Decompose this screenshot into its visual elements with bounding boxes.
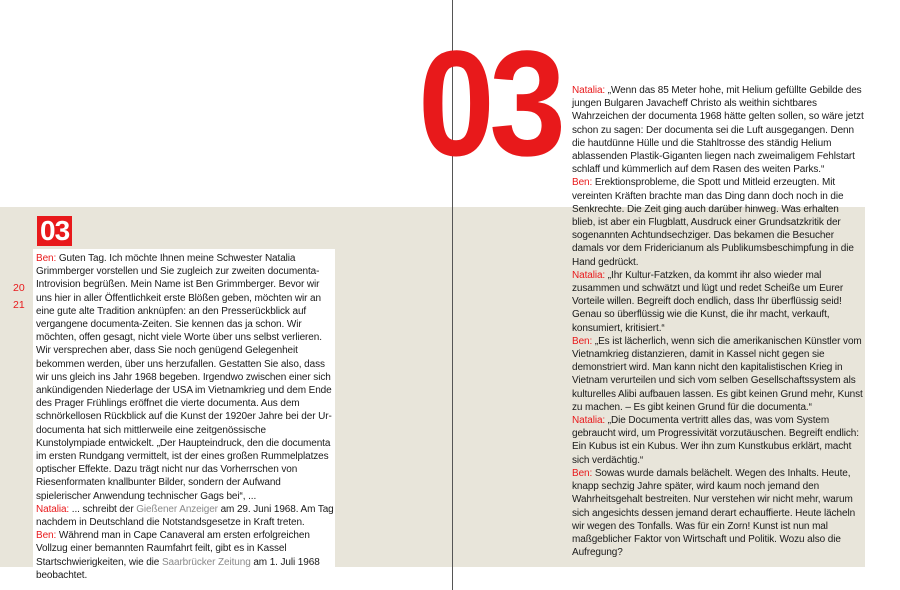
speaker-label: Ben:: [572, 177, 593, 189]
paragraph: [572, 84, 864, 176]
paragraph: [572, 467, 864, 559]
speaker-label: Natalia:: [36, 503, 70, 515]
paragraph-text: ... schreibt der: [69, 503, 137, 515]
paragraph-text: „Die Documenta vertritt alles das, was vom System gebraucht wird, um Progressivität vorzutäuschen. Begreift endlich: Ein Kubus ist ein Kubus. Wer ihn zum Kunstkubus erklärt, macht sich verdächtig.“: [572, 415, 859, 466]
speaker-label: Natalia:: [572, 415, 606, 427]
paragraph-text: „Wenn das 85 Meter hohe, mit Helium gefüllte Gebilde des jungen Bulgaren Javacheff Christo als weithin sichtbares Wahrzeichen der documenta 1968 hätte gelten sollen, so wäre jetzt schon zu sagen: Der documenta sei die Luft ausgegangen. Denn die hautdünne Hülle und die Stahltrosse des ständig Helium ablassenden Plastik-Giganten liegen nach zweimaligem Fehlstart schlaff und kümmerlich auf dem Rasen des weiten Parks.“: [572, 85, 864, 176]
right-text-column: [572, 84, 864, 559]
speaker-label: Natalia:: [572, 85, 606, 96]
paragraph: [36, 529, 334, 582]
paragraph-text: am 29. Juni 1968. Am Tag nachdem in Deutschland die Notstandsgesetze in Kraft treten.: [36, 503, 334, 529]
page-number-left: 20: [13, 282, 25, 294]
paragraph-text: Während man in Cape Canaveral am ersten erfolgreichen Vollzug einer bemannten Raumfahrt feilt, gibt es in Kassel Startschwierigkeiten, wie die: [36, 530, 310, 568]
section-number-badge: 03: [37, 216, 72, 246]
section-number-large: 03: [418, 19, 561, 187]
paragraph-text: Sowas wurde damals belächelt. Wegen des Inhalts. Heute, knapp sechzig Jahre später, wird kaum noch jemand den Wahrheitsgehalt bestreiten. Nur verstehen wir nicht mehr, warum sich angesichts dessen jemand derart echauffierte. Heute lächeln wir wegen des Tonfalls. Was für ein Zorn! Kunst ist nun mal maßgeblicher Faktor von Wirtschaft und Politik. Wozu also die Aufregung?: [572, 467, 856, 559]
page-numbers: [13, 280, 33, 313]
paragraph: [36, 252, 334, 503]
speaker-label: Ben:: [572, 335, 593, 347]
paragraph-text: „Ihr Kultur-Fatzken, da kommt ihr also wieder mal zusammen und schwätzt und lügt und redet Scheiße um Eurer Vorteile willen. Begreift doch endlich, dass Ihr überflüssig seid! Genau so überflüssig wie die Kunst, die ihr macht, verkauft, konsumiert, kritisiert.“: [572, 269, 844, 334]
paragraph-text: „Es ist lächerlich, wenn sich die amerikanischen Künstler vom Vietnamkrieg distanzieren, damit in Kassel nicht gegen sie demonstriert wird. Man kann nicht den kapitalistischen Krieg in Vietnam verurteilen und sich vom selben Gesellschaftssystem als kulturelles Alibi aufbauen lassen. Es gibt keinen Grund mehr, Kunst zu machen. – Es gibt keinen Grund für die documenta.“: [572, 335, 863, 413]
paragraph-text: am 1. Juli 1968 beobachtet.: [36, 556, 320, 581]
speaker-label: Ben:: [36, 530, 57, 542]
speaker-label: Ben:: [36, 253, 57, 264]
left-text-column: [36, 252, 334, 582]
paragraph: [572, 269, 864, 335]
page-number-right: 21: [13, 298, 25, 311]
speaker-label: Ben:: [572, 467, 593, 479]
paragraph: [572, 176, 864, 268]
paragraph: [572, 335, 864, 414]
paragraph-text: Erektionsprobleme, die Spott und Mitleid erzeugten. Mit vereinten Kräften brachte man das Ding dann doch noch in die Senkrechte. Die Zeit ging auch darüber hinweg. Was erhalten blieb, ist aber ein Flugblatt, Ausdruck einer Grundsatzkritik der sogenannten Achtundsechziger. Das bekamen die Besucher damals vor dem Fridericianum als Publikumsbeschimpfung in die Hand gedrückt.: [572, 177, 854, 268]
speaker-label: Natalia:: [572, 269, 606, 281]
source-name: Saarbrücker Zeitung: [161, 556, 251, 568]
source-name: Gießener Anzeiger: [136, 503, 218, 515]
paragraph-text: Guten Tag. Ich möchte Ihnen meine Schwester Natalia Grimmberger vorstellen und Sie zugleich zur zweiten documenta-Introvision begrüßen. Mein Name ist Ben Grimmberger. Bevor wir uns hier in aller Öffentlichkeit erste Blößen geben, möchten wir an eine gute alte Tradition anknüpfen: an den Presserückblick auf vergangene documenta-Zeiten. Sie kennen das ja schon. Wir möchten, offen gesagt, nicht viele Worte über uns selbst verlieren. Wir versprechen aber, dass Sie noch genügend Gelegenheit bekommen werden, über uns herzufallen. Gestatten Sie also, dass wir uns gleich ins Jahr 1968 begeben. Irgendwo zwischen einer sich ankündigenden Niederlage der USA im Vietnamkrieg und dem Ende des Prager Frühlings eröffnet die vierte documenta. Aus dem schnörkellosen Rückblick auf die Kunst der 1920er Jahre bei der Ur-documenta hat sich mittlerweile eine zeitgenössische Kunstolympiade entwickelt. „Der Haupteindruck, den die documenta im ersten Rundgang vermittelt, ist der eines großen Rummelplatzes optischer Effekte. Dazu trägt nicht nur das Vorherrschen von Riesenformaten knallbunter Bilder, sondern der Aufwand spielerischer Anwendung technischer Gags bei“, ...: [36, 253, 332, 502]
paragraph: [36, 503, 334, 529]
paragraph: [572, 414, 864, 467]
